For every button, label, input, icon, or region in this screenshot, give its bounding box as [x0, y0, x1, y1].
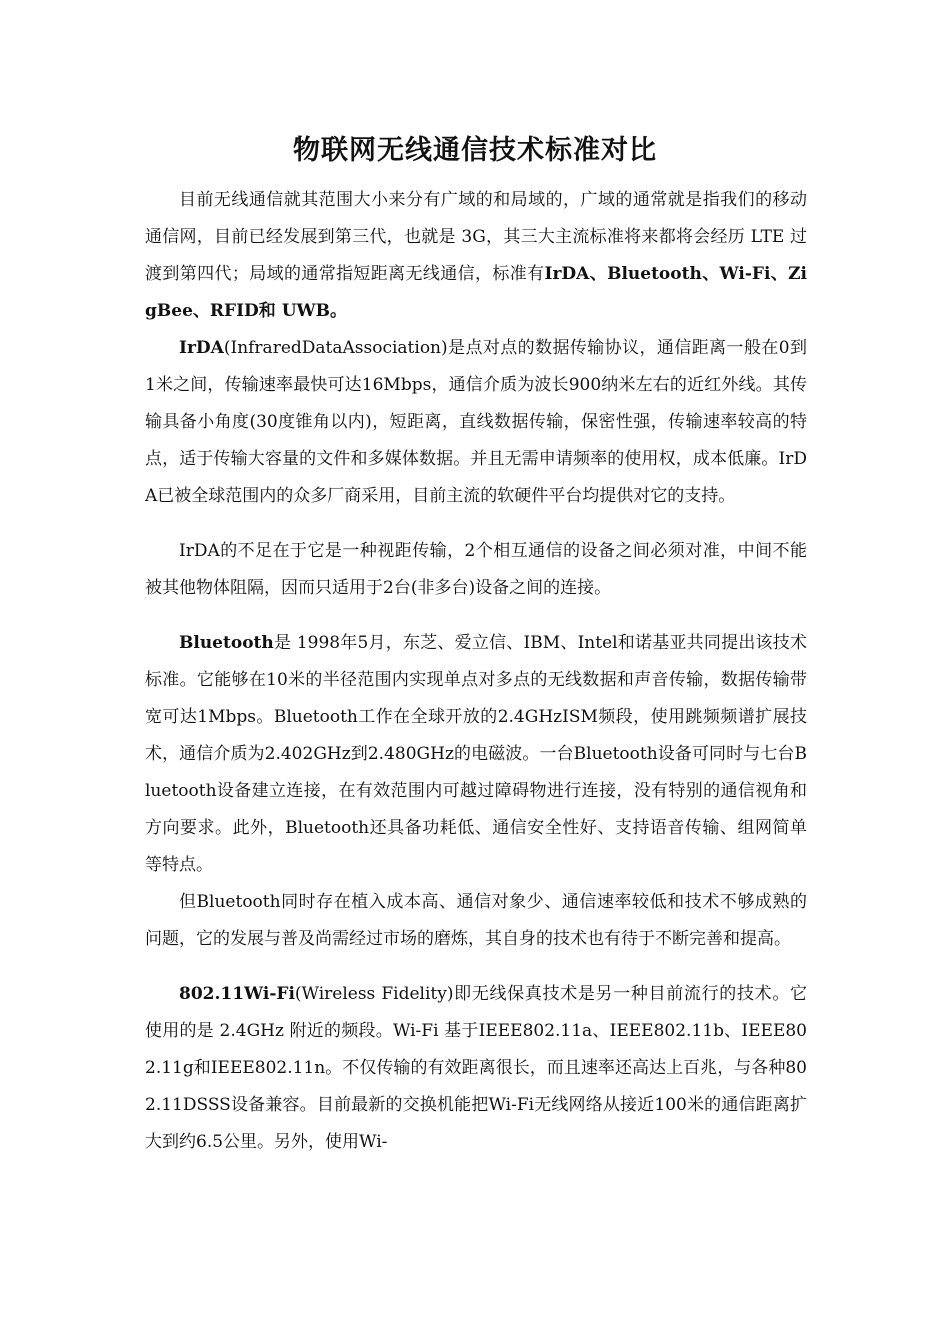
standards-list: IrDA、Bluetooth、Wi-Fi、ZigBee、RFID和 UWB。	[145, 264, 808, 321]
term-bluetooth: Bluetooth	[179, 633, 274, 653]
paragraph-bluetooth-limits	[145, 884, 807, 958]
paragraph-bluetooth	[145, 625, 807, 884]
paragraph-irda-limits	[145, 533, 807, 607]
paragraph-text: IrDA的不足在于它是一种视距传输，2个相互通信的设备之间必须对准，中间不能被其他物体阻隔，因而只适用于2台(非多台)设备之间的连接。	[145, 541, 807, 598]
paragraph-wireless-overview	[145, 182, 807, 330]
document-title: 物联网无线通信技术标准对比	[293, 135, 657, 166]
paragraph-text: 目前无线通信就其范围大小来分有广域的和局域的，广域的通常就是指我们的移动通信网，目前已经发展到第三代，也就是 3G，其三大主流标准将来都将会经历 LTE 过渡到第四代；局域的通常指短距离无线通信，标准有	[145, 190, 807, 284]
term-irda: IrDA	[179, 338, 224, 358]
paragraph-irda	[145, 330, 807, 515]
document-body	[145, 182, 807, 1161]
paragraph-text: (Wireless Fidelity)即无线保真技术是另一种目前流行的技术。它使用的是 2.4GHz 附近的频段。Wi-Fi 基于IEEE802.11a、IEEE802.11b、IEEE802.11g和IEEE802.11n。不仅传输的有效距离很长，而且速率还高达上百兆，与各种802.11DSSS设备兼容。目前最新的交换机能把Wi-Fi无线网络从接近100米的通信距离扩大到约6.5公里。另外，使用Wi-	[145, 984, 807, 1152]
paragraph-wifi	[145, 976, 807, 1161]
paragraph-text: 是 1998年5月，东芝、爱立信、IBM、Intel和诺基亚共同提出该技术标准。它能够在10米的半径范围内实现单点对多点的无线数据和声音传输，数据传输带宽可达1Mbps。Bluetooth工作在全球开放的2.4GHzISM频段，使用跳频频谱扩展技术，通信介质为2.402GHz到2.480GHz的电磁波。一台Bluetooth设备可同时与七台Bluetooth设备建立连接，在有效范围内可越过障碍物进行连接，没有特别的通信视角和方向要求。此外，Bluetooth还具备功耗低、通信安全性好、支持语音传输、组网简单等特点。	[145, 633, 807, 875]
paragraph-text: (InfraredDataAssociation)是点对点的数据传输协议，通信距离一般在0到1米之间，传输速率最快可达16Mbps，通信介质为波长900纳米左右的近红外线。其传输具备小角度(30度锥角以内)，短距离，直线数据传输，保密性强，传输速率较高的特点，适于传输大容量的文件和多媒体数据。并且无需申请频率的使用权，成本低廉。IrDA已被全球范围内的众多厂商采用，目前主流的软硬件平台均提供对它的支持。	[145, 338, 807, 506]
paragraph-text: 但Bluetooth同时存在植入成本高、通信对象少、通信速率较低和技术不够成熟的问题，它的发展与普及尚需经过市场的磨炼，其自身的技术也有待于不断完善和提高。	[145, 892, 807, 949]
term-wifi: 802.11Wi-Fi	[179, 984, 295, 1004]
